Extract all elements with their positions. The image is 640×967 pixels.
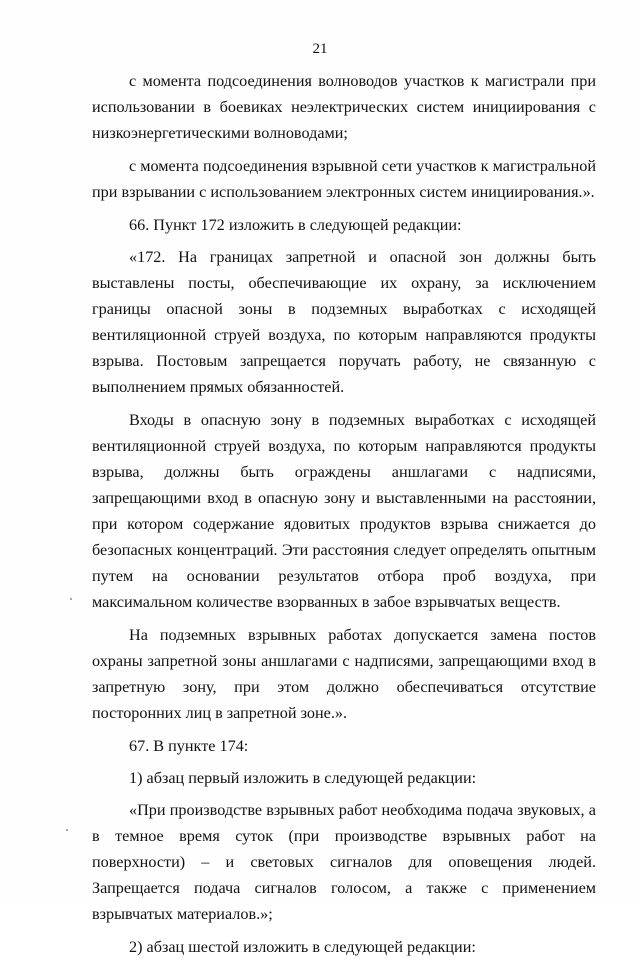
paragraph-item-67: 67. В пункте 174: <box>129 737 249 755</box>
paragraph-electronic-connection: с момента подсоединения взрывной сети участков к магистральной при взрывании с использованием электронных систем инициирования.». <box>92 157 596 201</box>
scan-speck-mark <box>70 598 72 600</box>
paragraph-subitem-2: 2) абзац шестой изложить в следующей редакции: <box>129 938 476 956</box>
scan-speck-mark <box>66 829 68 831</box>
paragraph-item-66: 66. Пункт 172 изложить в следующей редакции: <box>129 216 462 234</box>
paragraph-subitem-1: 1) абзац первый изложить в следующей редакции: <box>129 769 477 787</box>
paragraph-danger-zone-entries: Входы в опасную зону в подземных выработках с исходящей вентиляционной струей воздуха, по которым направляются продукты взрыва, должны быть ограждены аншлагами с надписями, запрещающими вход в опасную зону и выставленными на расстоянии, при котором содержание ядовитых продуктов взрыва снижается до безопасных концентраций. Эти расстояния следует определять опытным путем на основании результатов отбора проб воздуха, при максимальном количестве взорванных в забое взрывчатых веществ. <box>92 411 596 611</box>
paragraph-waveguide-connection: с момента подсоединения волноводов участков к магистрали при использовании в боевиках неэлектрических систем инициирования с низкоэнергетическими волноводами; <box>92 72 596 142</box>
paragraph-post-replacement: На подземных взрывных работах допускается замена постов охраны запретной зоны аншлагами с надписями, запрещающими вход в запретную зону, при этом должно обеспечиваться отсутствие посторонних лиц в запретной зоне.». <box>92 626 596 722</box>
paragraph-clause-172: «172. На границах запретной и опасной зон должны быть выставлены посты, обеспечивающие их охрану, за исключением границы опасной зоны в подземных выработках с исходящей вентиляционной струей воздуха, по которым направляются продукты взрыва. Постовым запрещается поручать работу, не связанную с выполнением прямых обязанностей. <box>92 248 596 396</box>
paragraph-signals: «При производстве взрывных работ необходима подача звуковых, а в темное время суток (при производстве взрывных работ на поверхности) – и световых сигналов для оповещения людей. Запрещается подача сигналов голосом, а также с применением взрывчатых материалов.»; <box>92 801 596 923</box>
page-number: 21 <box>312 41 328 57</box>
document-body <box>92 68 596 967</box>
